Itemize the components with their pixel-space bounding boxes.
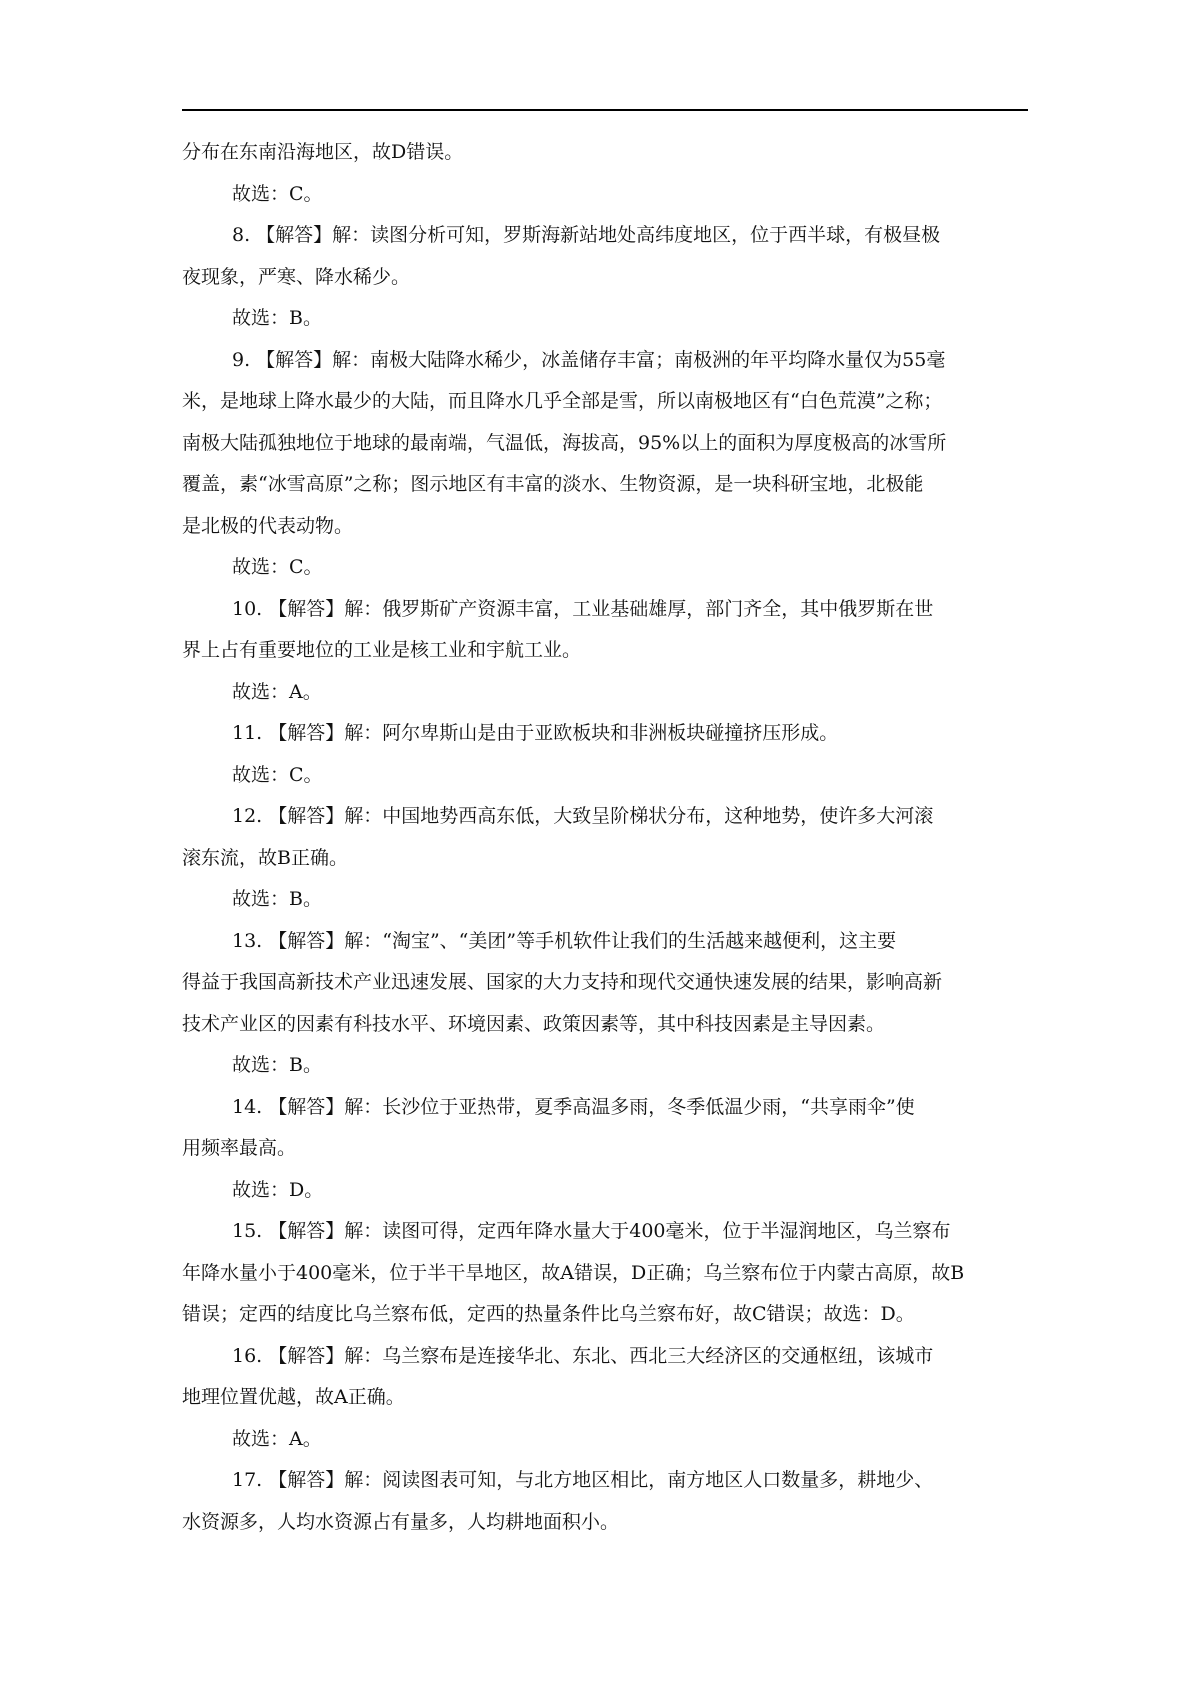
text-line: 分布在东南沿海地区，故D错误。 <box>182 141 464 163</box>
header-rule <box>182 109 1028 111</box>
text-line: 故选：B。 <box>232 307 322 329</box>
text-line: 故选：B。 <box>232 888 322 910</box>
text-line: 地理位置优越，故A正确。 <box>182 1386 405 1408</box>
text-line: 水资源多，人均水资源占有量多，人均耕地面积小。 <box>182 1510 620 1533</box>
text-line: 15. 【解答】解：读图可得，定西年降水量大于400毫米，位于半湿润地区，乌兰察布 <box>232 1220 951 1242</box>
text-line: 故选：C。 <box>232 556 323 578</box>
text-line: 13. 【解答】解：“淘宝”、“美团”等手机软件让我们的生活越来越便利，这主要 <box>232 929 897 952</box>
text-line: 故选：C。 <box>232 763 323 786</box>
text-line: 界上占有重要地位的工业是核工业和宇航工业。 <box>182 639 582 661</box>
text-line: 夜现象，严寒、降水稀少。 <box>182 265 411 288</box>
text-line: 14. 【解答】解：长沙位于亚热带，夏季高温多雨，冬季低温少雨，“共享雨伞”使 <box>232 1095 915 1118</box>
text-line: 11. 【解答】解：阿尔卑斯山是由于亚欧板块和非洲板块碰撞挤压形成。 <box>232 722 839 744</box>
text-line: 17. 【解答】解：阅读图表可知，与北方地区相比，南方地区人口数量多，耕地少、 <box>232 1469 934 1491</box>
text-line: 12. 【解答】解：中国地势西高东低，大致呈阶梯状分布，这种地势，使许多大河滚 <box>232 805 934 827</box>
text-line: 是北极的代表动物。 <box>182 514 354 537</box>
text-line: 故选：A。 <box>232 680 322 703</box>
text-line: 10. 【解答】解：俄罗斯矿产资源丰富，工业基础雄厚，部门齐全，其中俄罗斯在世 <box>232 597 934 620</box>
answer-text-body <box>182 132 1028 1543</box>
text-line: 覆盖，素“冰雪高原”之称；图示地区有丰富的淡水、生物资源，是一块科研宝地，北极能 <box>182 473 924 495</box>
text-line: 用频率最高。 <box>182 1137 297 1159</box>
text-line: 故选：D。 <box>232 1178 324 1201</box>
text-line: 得益于我国高新技术产业迅速发展、国家的大力支持和现代交通快速发展的结果，影响高新 <box>182 971 943 993</box>
text-line: 技术产业区的因素有科技水平、环境因素、政策因素等，其中科技因素是主导因素。 <box>182 1012 886 1035</box>
text-line: 年降水量小于400毫米，位于半干旱地区，故A错误，D正确；乌兰察布位于内蒙古高原，故B <box>182 1261 965 1284</box>
text-line: 16. 【解答】解：乌兰察布是连接华北、东北、西北三大经济区的交通枢纽，该城市 <box>232 1344 934 1367</box>
text-line: 滚东流，故B正确。 <box>182 846 348 869</box>
text-line: 9. 【解答】解：南极大陆降水稀少，冰盖储存丰富；南极洲的年平均降水量仅为55毫 <box>232 348 946 371</box>
text-line: 故选：B。 <box>232 1054 322 1076</box>
text-line: 故选：C。 <box>232 182 323 205</box>
text-line: 8. 【解答】解：读图分析可知，罗斯海新站地处高纬度地区，位于西半球，有极昼极 <box>232 224 941 246</box>
text-line: 南极大陆孤独地位于地球的最南端，气温低，海拔高，95%以上的面积为厚度极高的冰雪所 <box>182 431 947 454</box>
text-line: 米，是地球上降水最少的大陆，而且降水几乎全部是雪，所以南极地区有“白色荒漠”之称； <box>182 390 943 412</box>
text-line: 错误；定西的结度比乌兰察布低，定西的热量条件比乌兰察布好，故C错误；故选：D。 <box>182 1303 915 1325</box>
text-line: 故选：A。 <box>232 1427 322 1450</box>
